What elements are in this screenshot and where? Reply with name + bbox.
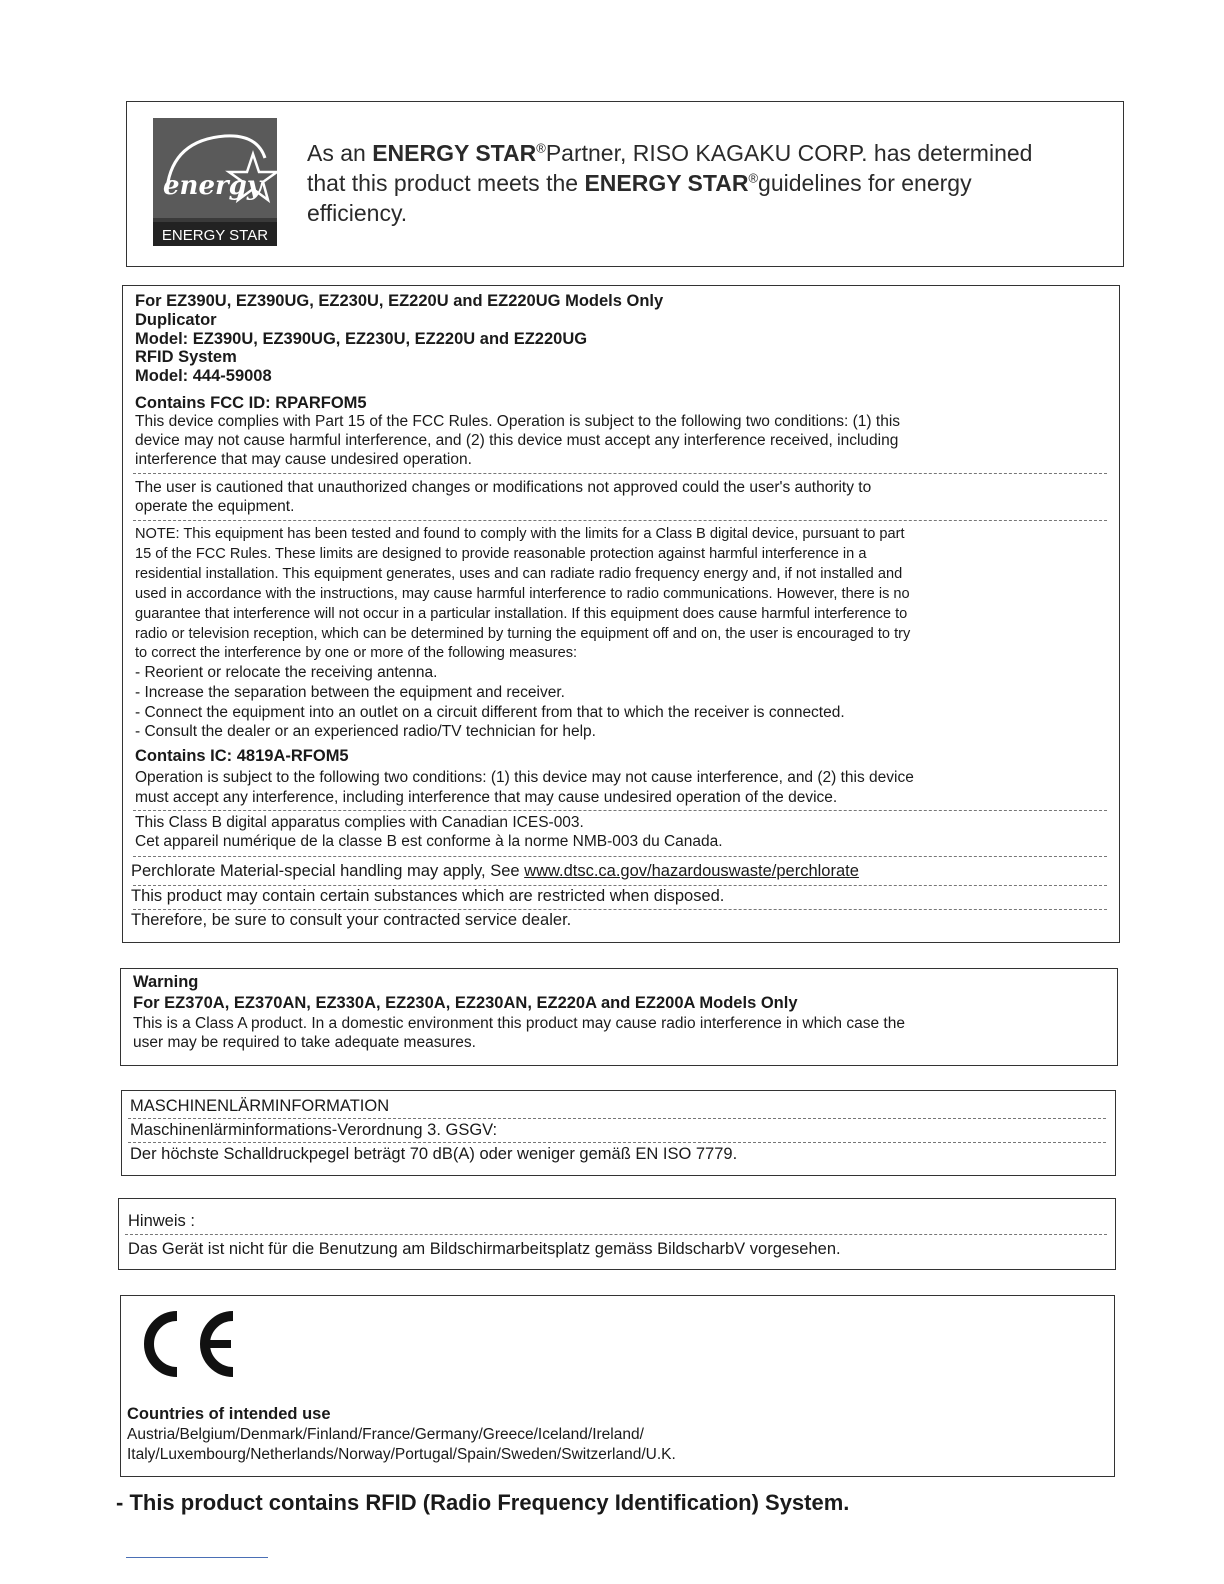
ce-section bbox=[120, 1295, 1115, 1477]
divider bbox=[133, 885, 1107, 886]
duplicator-model: Model: EZ390U, EZ390UG, EZ230U, EZ220U and EZ220UG bbox=[135, 330, 588, 348]
perchlorate-link[interactable]: www.dtsc.ca.gov/hazardouswaste/perchlorate bbox=[524, 862, 859, 880]
divider bbox=[133, 909, 1107, 910]
noise-line: Der höchste Schalldruckpegel beträgt 70 dB(A) oder weniger gemäß EN ISO 7779. bbox=[130, 1145, 738, 1163]
fcc-paragraph-line: device may not cause harmful interference, and (2) this device must accept any interference received, including bbox=[135, 432, 899, 449]
perchlorate-line: Perchlorate Material-special handling may apply, See www.dtsc.ca.gov/hazardouswaste/perchlorate bbox=[131, 862, 859, 880]
note-line: residential installation. This equipment generates, uses and can radiate radio frequency energy and, if not installed and bbox=[135, 566, 903, 582]
countries-heading: Countries of intended use bbox=[127, 1405, 331, 1423]
ce-mark-icon bbox=[133, 1308, 241, 1380]
warning-line: This is a Class A product. In a domestic environment this product may cause radio interference in which case the bbox=[133, 1015, 905, 1032]
energy-star-section bbox=[126, 101, 1124, 267]
substances-line: This product may contain certain substances which are restricted when disposed. bbox=[131, 887, 725, 905]
energy-star-brand: ENERGY STAR bbox=[584, 170, 749, 196]
ic-paragraph-line: must accept any interference, including interference that may cause undesired operation of the device. bbox=[135, 789, 838, 806]
countries-line: Austria/Belgium/Denmark/Finland/France/Germany/Greece/Iceland/Ireland/ bbox=[127, 1426, 644, 1443]
ic-id: Contains IC: 4819A-RFOM5 bbox=[135, 747, 349, 765]
rfid-model: Model: 444-59008 bbox=[135, 367, 272, 385]
note-line: used in accordance with the instructions, may cause harmful interference to radio communications. However, there is no bbox=[135, 586, 910, 602]
footer-rule bbox=[126, 1557, 268, 1558]
caution-line: operate the equipment. bbox=[135, 498, 295, 515]
measure-item: - Connect the equipment into an outlet on a circuit different from that to which the receiver is connected. bbox=[135, 704, 845, 721]
substances-line: Therefore, be sure to consult your contracted service dealer. bbox=[131, 911, 572, 929]
fcc-paragraph-line: This device complies with Part 15 of the FCC Rules. Operation is subject to the following two conditions: (1) this bbox=[135, 413, 901, 430]
note-line: guarantee that interference will not occur in a particular installation. If this equipment does cause harmful interference to bbox=[135, 606, 908, 622]
noise-title: MASCHINENLÄRMINFORMATION bbox=[130, 1097, 390, 1115]
measure-item: - Increase the separation between the equipment and receiver. bbox=[135, 684, 565, 701]
fcc-compliance-section bbox=[122, 285, 1120, 943]
hinweis-line: Das Gerät ist nicht für die Benutzung am Bildschirmarbeitsplatz gemäss BildscharbV vorgesehen. bbox=[128, 1240, 841, 1258]
rfid-notice: - This product contains RFID (Radio Frequency Identification) System. bbox=[116, 1490, 850, 1515]
energy-logo-label: ENERGY STAR bbox=[161, 227, 269, 244]
caution-line: The user is cautioned that unauthorized changes or modifications not approved could the user's authority to bbox=[135, 479, 872, 496]
divider bbox=[128, 1142, 1106, 1143]
divider bbox=[133, 520, 1107, 521]
warning-title: Warning bbox=[133, 973, 199, 991]
energy-star-line-3: efficiency. bbox=[307, 200, 408, 226]
energy-star-logo bbox=[153, 118, 277, 246]
divider bbox=[133, 473, 1107, 474]
divider bbox=[128, 1118, 1106, 1119]
note-line: NOTE: This equipment has been tested and found to comply with the limits for a Class B digital device, pursuant to part bbox=[135, 526, 905, 542]
hinweis-title: Hinweis : bbox=[128, 1212, 195, 1230]
duplicator-label: Duplicator bbox=[135, 311, 217, 329]
countries-line: Italy/Luxembourg/Netherlands/Norway/Portugal/Spain/Sweden/Switzerland/U.K. bbox=[127, 1446, 676, 1463]
fcc-paragraph-line: interference that may cause undesired operation. bbox=[135, 451, 472, 468]
warning-line: user may be required to take adequate measures. bbox=[133, 1034, 476, 1051]
divider bbox=[125, 1234, 1107, 1235]
energy-star-line-2: that this product meets the ENERGY STAR®guidelines for energy bbox=[307, 170, 972, 196]
note-line: to correct the interference by one or more of the following measures: bbox=[135, 645, 578, 661]
divider bbox=[133, 856, 1107, 857]
warning-models-heading: For EZ370A, EZ370AN, EZ330A, EZ230A, EZ230AN, EZ220A and EZ200A Models Only bbox=[133, 994, 798, 1012]
ices-line: This Class B digital apparatus complies with Canadian ICES-003. bbox=[135, 814, 584, 831]
fcc-models-heading: For EZ390U, EZ390UG, EZ230U, EZ220U and EZ220UG Models Only bbox=[135, 292, 664, 310]
noise-line: Maschinenlärminformations-Verordnung 3. GSGV: bbox=[130, 1121, 498, 1139]
noise-information-section bbox=[121, 1090, 1116, 1176]
hinweis-section bbox=[118, 1198, 1116, 1270]
fcc-id: Contains FCC ID: RPARFOM5 bbox=[135, 394, 367, 412]
measure-item: - Consult the dealer or an experienced radio/TV technician for help. bbox=[135, 723, 596, 740]
energy-star-brand: ENERGY STAR bbox=[372, 140, 537, 166]
measure-item: - Reorient or relocate the receiving antenna. bbox=[135, 664, 438, 681]
rfid-system-label: RFID System bbox=[135, 348, 237, 366]
class-a-warning-section bbox=[120, 968, 1118, 1066]
note-line: 15 of the FCC Rules. These limits are designed to provide reasonable protection against harmful interference in a bbox=[135, 546, 867, 562]
ic-paragraph-line: Operation is subject to the following two conditions: (1) this device may not cause interference, and (2) this device bbox=[135, 769, 914, 786]
energy-star-line-1: As an ENERGY STAR®Partner, RISO KAGAKU CORP. has determined bbox=[307, 140, 1033, 166]
note-line: radio or television reception, which can be determined by turning the equipment off and on, the user is encouraged to try bbox=[135, 626, 911, 642]
divider bbox=[133, 810, 1107, 811]
energy-logo-script: energy bbox=[163, 171, 262, 201]
ices-line: Cet appareil numérique de la classe B est conforme à la norme NMB-003 du Canada. bbox=[135, 833, 723, 850]
